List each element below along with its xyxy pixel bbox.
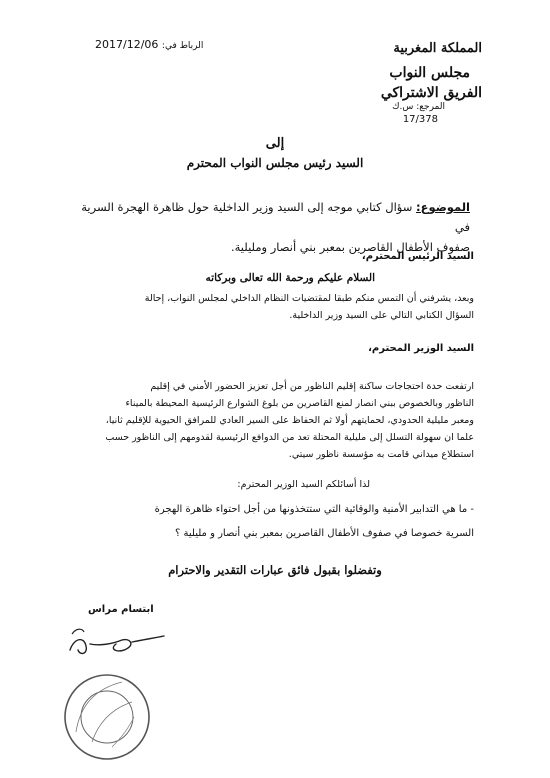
question-intro: لذا أسائلكم السيد الوزير المحترم: [237, 479, 370, 490]
parliament-line: مجلس النواب [389, 65, 470, 81]
request-line-1: وبعد، يشرفني أن التمس منكم طبقا لمقتضيات النظام الداخلي لمجلس النواب، إحالة [144, 293, 474, 304]
to-label: إلى [265, 136, 285, 151]
reference-number: 17/378 [402, 114, 438, 125]
president-salutation: السيد الرئيس المحترم، [361, 251, 474, 262]
subject-line-1 [70, 197, 470, 237]
subject-label: الموضوع: [416, 200, 470, 214]
stamp-seal-graphic [62, 672, 152, 762]
question-block [34, 498, 474, 546]
body-line: استطلاع ميداني قامت به مؤسسة ناظور سيتي. [288, 449, 474, 460]
subject [70, 197, 470, 257]
closing-formula: وتفضلوا بقبول فائق عبارات التقدير والاحترام [168, 563, 382, 577]
request-line-2: السؤال الكتابي التالي على السيد وزير الداخلية. [289, 310, 474, 321]
reference-label: المرجع: س.ك [392, 102, 445, 112]
subject-text-2: صفوف الأطفال القاصرين بمعبر بني أنصار ومليلية. [230, 240, 470, 254]
greeting: السلام عليكم ورحمة الله تعالى وبركاته [205, 272, 375, 284]
question-line-2: السرية خصوصا في صفوف الأطفال القاصرين بمعبر بني أنصار و مليلية ؟ [175, 528, 474, 539]
question-line-1: - ما هي التدابير الأمنية والوقائية التي ستتخذونها من أجل احتواء ظاهرة الهجرة [154, 504, 474, 515]
recipient: السيد رئيس مجلس النواب المحترم [186, 156, 364, 170]
date-line [95, 38, 203, 51]
body-line: ومعبر مليلية الحدودي، لحمايتهم أولا ثم الحفاظ على السير العادي للمرافق الحيوية للإقليم ثانيا، [105, 415, 474, 426]
letterhead [381, 40, 482, 102]
date-value: 2017/12/06 [95, 38, 159, 51]
kingdom-line: المملكة المغربية [393, 41, 482, 56]
signer-name: ابتسام مراس [88, 604, 154, 615]
handwritten-signature [60, 620, 170, 665]
group-line: الفريق الاشتراكي [380, 85, 482, 101]
body-line: الناظور وبالخصوص ببني انصار لمنع القاصرين من بلوغ الشوارع الرئيسية المحيطة بالميناء [125, 398, 474, 409]
body-line: ارتفعت حدة احتجاجات ساكنة إقليم الناظور من أجل تعزيز الحضور الأمني في إقليم [150, 381, 474, 392]
subject-text-1: سؤال كتابي موجه إلى السيد وزير الداخلية حول ظاهرة الهجرة السرية في [81, 200, 470, 234]
date-label: الرباط في: [161, 41, 204, 51]
body-line: علما ان سهولة التسلل إلى مليلية المحتلة تعد من الدوافع الرئيسية لقدومهم إلى الناظور حسب [105, 432, 474, 443]
body-paragraph [34, 378, 474, 463]
official-stamp [62, 672, 152, 762]
request-paragraph [44, 290, 474, 324]
minister-salutation: السيد الوزير المحترم، [368, 343, 474, 354]
